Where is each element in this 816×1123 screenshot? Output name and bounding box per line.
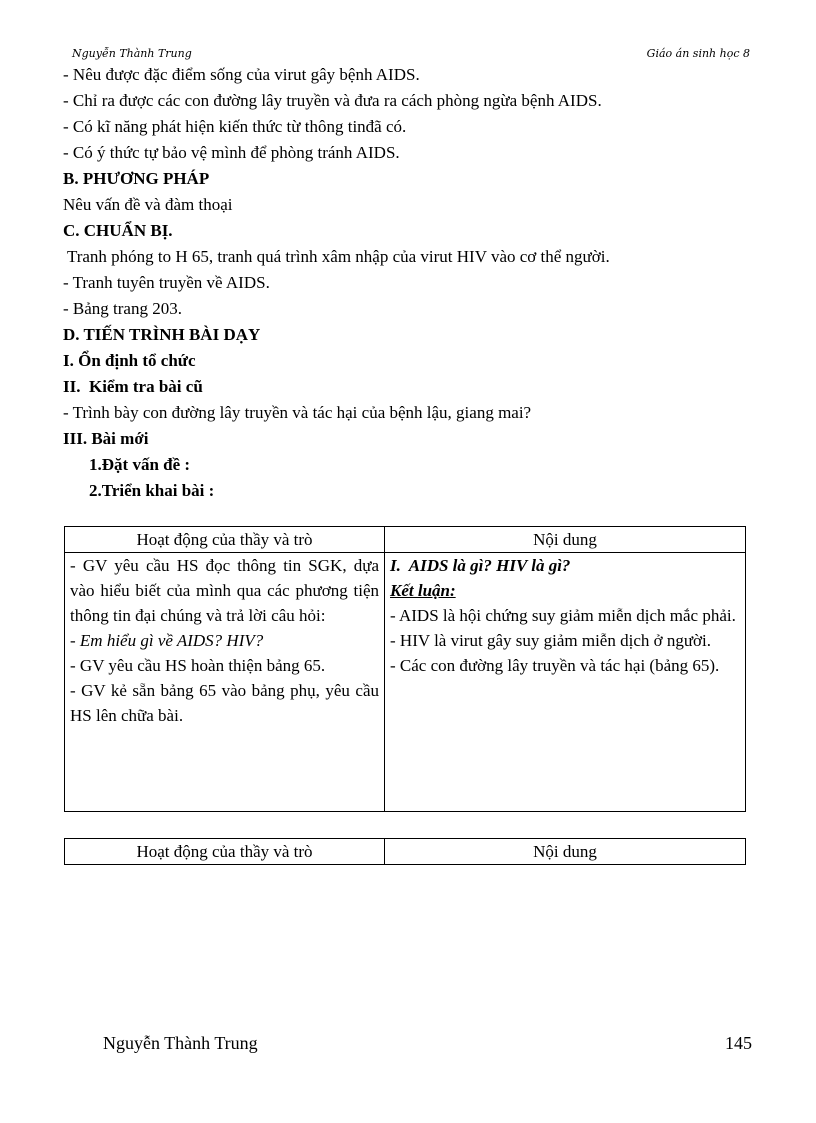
subsection-intro: 1.Đặt vấn đề : [89,455,191,474]
prep-heading: C. CHUẨN BỊ. [63,221,173,240]
activity-cell [65,553,385,812]
objective-3: - Có kĩ năng phát hiện kiến thức từ thông tinđã có. [63,117,407,136]
page-number: 145 [725,1033,752,1053]
col-header-content: Nội dung [385,839,746,865]
method-text: Nêu vấn đề và đàm thoại [63,195,233,214]
objective-4: - Có ý thức tự bảo vệ mình để phòng tránh AIDS. [63,143,400,162]
header-author: Nguyễn Thành Trung [72,47,192,60]
activity-p1: - GV yêu cầu HS đọc thông tin SGK, dựa vào hiểu biết của mình qua các phương tiện thông tin đại chúng và trả lời câu hỏi: [70,556,379,625]
method-heading: B. PHƯƠNG PHÁP [63,169,210,188]
col-header-activity: Hoạt động của thầy và trò [65,527,385,553]
content-p1: - AIDS là hội chứng suy giảm miễn dịch mắc phải. [390,606,736,625]
header-subject: Giáo án sinh học 8 [646,47,750,60]
subsection-deploy: 2.Triển khai bài : [89,481,215,500]
table-header-row [65,527,746,553]
col-header-content: Nội dung [385,527,746,553]
process-heading: D. TIẾN TRÌNH BÀI DẠY [63,325,261,344]
content-p2: - HIV là virut gây suy giảm miễn dịch ở người. [390,631,712,650]
prep-item-1: Tranh phóng to H 65, tranh quá trình xâm nhập của virut HIV vào cơ thể người. [63,247,610,266]
content-p3: - Các con đường lây truyền và tác hại (bảng 65). [390,656,720,675]
activity-question: - Em hiểu gì về AIDS? HIV? [70,631,264,650]
lesson-table-1 [64,526,746,812]
table-row [65,553,746,812]
section-review: II. Kiểm tra bài cũ [63,377,203,396]
section-new-lesson: III. Bài mới [63,429,149,448]
prep-item-3: - Bảng trang 203. [63,299,182,318]
section-stabilize: I. Ổn định tổ chức [63,351,196,370]
footer-author: Nguyễn Thành Trung [103,1033,258,1053]
review-question: - Trình bày con đường lây truyền và tác hại của bệnh lậu, giang mai? [63,403,532,422]
activity-p4: - GV kẻ sẵn bảng 65 vào bảng phụ, yêu cầu HS lên chữa bài. [70,681,379,725]
document-body [63,62,753,504]
objective-1: - Nêu được đặc điểm sống của virut gây bệnh AIDS. [63,65,420,84]
content-title: I. AIDS là gì? HIV là gì? [390,556,571,575]
lesson-table-2 [64,838,746,865]
activity-p3: - GV yêu cầu HS hoàn thiện bảng 65. [70,656,326,675]
content-conclusion-label: Kết luận: [390,581,456,600]
prep-item-2: - Tranh tuyên truyền về AIDS. [63,273,270,292]
col-header-activity: Hoạt động của thầy và trò [65,839,385,865]
objective-2: - Chỉ ra được các con đường lây truyền và đưa ra cách phòng ngừa bệnh AIDS. [63,91,602,110]
table-header-row [65,839,746,865]
content-cell [385,553,746,812]
